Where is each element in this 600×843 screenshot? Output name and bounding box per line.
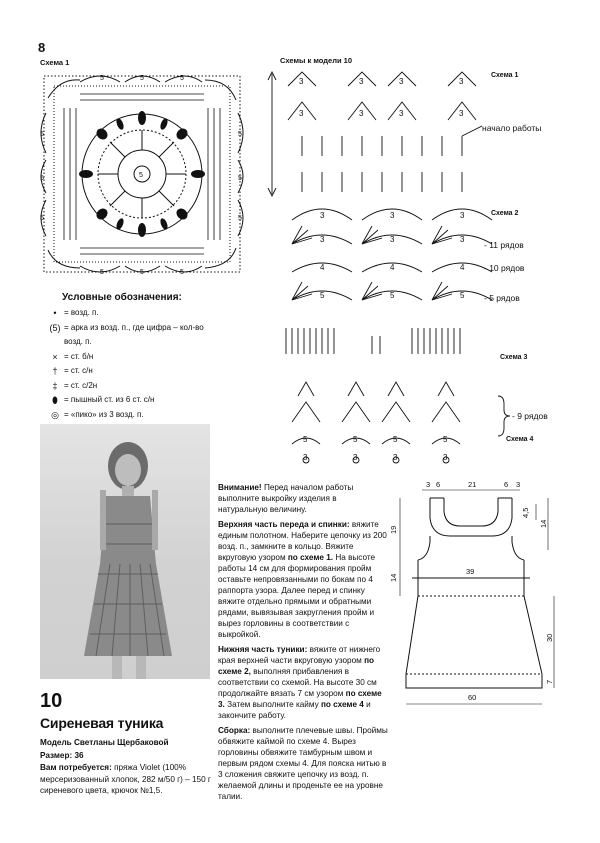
svg-text:5: 5: [180, 75, 184, 82]
dim-3b: 3: [516, 480, 521, 489]
svg-text:5: 5: [460, 291, 465, 300]
svg-text:3: 3: [359, 109, 364, 118]
svg-text:3: 3: [393, 453, 398, 462]
legend-symbol: ◎: [51, 409, 59, 420]
svg-text:5: 5: [353, 435, 358, 444]
dim-21: 21: [468, 480, 477, 489]
scheme3-label: Схема 3: [500, 354, 528, 361]
legend-item: • = возд. п.: [46, 306, 214, 321]
svg-text:3: 3: [459, 109, 464, 118]
start-label: начало работы: [482, 123, 542, 133]
svg-text:5: 5: [320, 291, 325, 300]
legend-item: ‡ = ст. с/2н: [46, 379, 214, 394]
legend-item: × = ст. б/н: [46, 350, 214, 365]
rows-10-label: - 10 рядов: [484, 263, 525, 273]
need-text: пряжа Violet (100% мерсеризованный хлопок, 282 м/50 г) – 150 г сиреневого цвета, крючок №1,5.: [40, 763, 211, 795]
svg-text:4: 4: [460, 263, 465, 272]
svg-text:5: 5: [390, 291, 395, 300]
dim-19: 19: [389, 525, 398, 534]
svg-text:5: 5: [140, 269, 144, 276]
svg-text:3: 3: [460, 235, 465, 244]
rows-9-label: - 9 рядов: [512, 411, 548, 421]
svg-text:5: 5: [140, 75, 144, 82]
scheme2-label: Схема 2: [491, 210, 519, 217]
model-meta: [40, 737, 218, 798]
attention-label: Внимание!: [218, 483, 262, 492]
size-value: 36: [74, 750, 84, 760]
legend-symbol: (5): [49, 322, 61, 333]
model-figure-image: [40, 424, 210, 679]
svg-text:5: 5: [238, 215, 242, 222]
dim-4-5: 4,5: [521, 507, 530, 518]
svg-text:4: 4: [320, 263, 325, 272]
svg-text:3: 3: [303, 453, 308, 462]
svg-text:3: 3: [390, 211, 395, 220]
legend-item: ⬮ = пышный ст. из 6 ст. с/н: [46, 393, 214, 408]
dim-7: 7: [545, 679, 554, 684]
model-photo: [40, 424, 210, 679]
author-label: Модель Светланы Щербаковой: [40, 738, 169, 747]
svg-text:5: 5: [180, 269, 184, 276]
model-number: 10: [40, 690, 63, 712]
bottom-part-label: Нижняя часть туники:: [218, 645, 308, 654]
size-label: Размер:: [40, 750, 73, 760]
svg-text:3: 3: [459, 77, 464, 86]
schemes-title: Схемы к модели 10: [280, 56, 353, 65]
dim-60: 60: [468, 693, 477, 702]
model-title: Сиреневая туника: [40, 715, 164, 731]
svg-text:5: 5: [393, 435, 398, 444]
svg-text:3: 3: [443, 453, 448, 462]
rows-5-label: - 5 рядов: [484, 293, 520, 303]
svg-text:3: 3: [299, 109, 304, 118]
svg-text:5: 5: [100, 269, 104, 276]
instructions: Внимание! Перед началом работы выполните выкройку изделия в натуральную величину. Верхняя часть переда и спинки: вяжите единым полотном. Наберите цепочку из 200 возд. п., замкните в кольцо. Вяжите вкруговую узором по схеме 1. На высоте работы 14 см для формирования пройм оставьте непровязанными по бокам по 4 раппорта узора. Далее перед и спинку вяжите отдельно прямыми и обратными рядами, вывязывая закругления пройм и вырез горловины в соответствии с выкройкой. Нижняя часть туники: вяжите от нижнего края верхней части вкруговую узором по схеме 2, выполняя прибавления в соответствии со схемой. На высоте 30 см продолжайте вязать 7 см узором по схеме 3. Затем выполните кайму по схеме 4 и закончите работу. Сборка: выполните плечевые швы. Проймы обвяжите каймой по схеме 4. Вырез горловины обвяжите тамбурным швом и первым рядом схемы 4. Для пояска нитью в 3 сложения свяжите цепочку из возд. п. желаемой длины и проденьте ее на уровне талии.: [218, 483, 388, 801]
dim-3a: 3: [426, 480, 431, 489]
motif-scheme-diagram: [40, 68, 245, 278]
legend-item: ◎ = «пико» из 3 возд. п.: [46, 408, 214, 423]
right-scheme1-label: Схема 1: [491, 72, 519, 79]
svg-text:5: 5: [40, 131, 44, 138]
svg-text:5: 5: [40, 215, 44, 222]
legend-symbol: ‡: [52, 380, 58, 391]
assembly-label: Сборка:: [218, 726, 251, 735]
legend-title: Условные обозначения:: [62, 292, 182, 303]
rows-11-label: - 11 рядов: [484, 240, 524, 250]
need-label: Вам потребуется:: [40, 763, 112, 772]
svg-text:3: 3: [299, 77, 304, 86]
svg-text:3: 3: [399, 109, 404, 118]
svg-text:5: 5: [139, 172, 143, 179]
svg-text:5: 5: [303, 435, 308, 444]
scheme1-label: Схема 1: [40, 58, 70, 67]
legend-item: (5) = арка из возд. п., где цифра – кол-во возд. п.: [46, 321, 214, 350]
legend-symbol: •: [53, 308, 57, 318]
svg-text:5: 5: [40, 175, 44, 182]
svg-text:3: 3: [390, 235, 395, 244]
dim-6a: 6: [436, 480, 441, 489]
svg-text:3: 3: [399, 77, 404, 86]
svg-text:3: 3: [460, 211, 465, 220]
legend-symbol: ×: [52, 351, 58, 362]
dim-30: 30: [545, 633, 554, 642]
dim-6b: 6: [504, 480, 509, 489]
dim-39: 39: [466, 567, 475, 576]
svg-text:4: 4: [390, 263, 395, 272]
garment-pattern-diagram: [390, 478, 565, 718]
svg-text:5: 5: [238, 175, 242, 182]
scheme4-label: Схема 4: [506, 436, 534, 443]
legend-symbol: ⬮: [52, 395, 58, 405]
page-number: 8: [38, 40, 46, 55]
legend: [46, 306, 214, 422]
svg-text:5: 5: [100, 75, 104, 82]
legend-item: † = ст. с/н: [46, 364, 214, 379]
dim-14-right: 14: [539, 519, 548, 528]
svg-text:3: 3: [359, 77, 364, 86]
svg-text:3: 3: [320, 235, 325, 244]
svg-text:3: 3: [320, 211, 325, 220]
svg-text:5: 5: [238, 131, 242, 138]
legend-symbol: †: [52, 366, 58, 376]
top-part-label: Верхняя часть переда и спинки:: [218, 520, 350, 529]
dim-14-left: 14: [389, 573, 398, 582]
svg-text:3: 3: [353, 453, 358, 462]
svg-text:5: 5: [443, 435, 448, 444]
